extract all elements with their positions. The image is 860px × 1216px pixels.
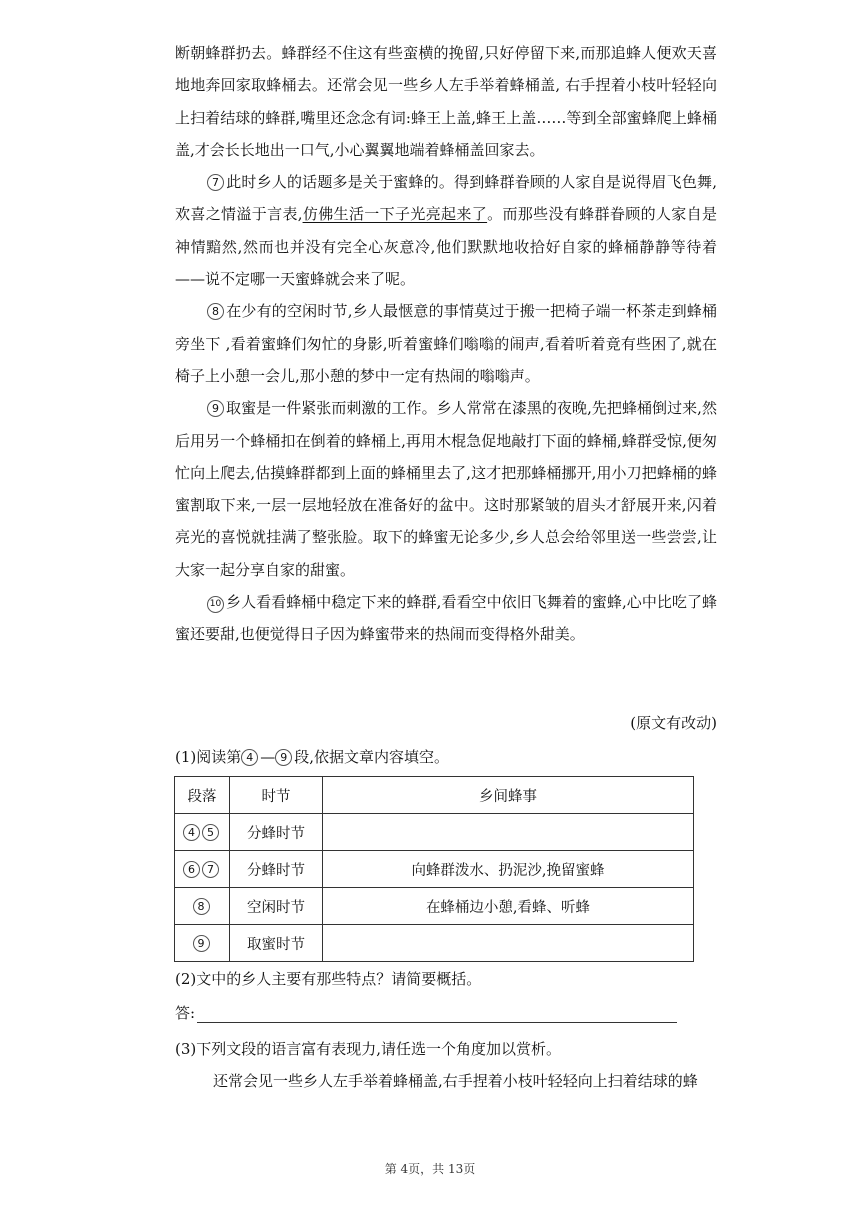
paragraph-number-8: 8 [207,303,224,320]
question-1-dash: — [260,748,276,766]
paragraph-cell [175,851,230,888]
paragraph-badge: 9 [193,935,210,952]
event-cell: 在蜂桶边小憩,看蜂、听蜂 [323,888,694,925]
answer-blank-cell[interactable] [323,814,694,851]
paragraph-badge: 6 [183,861,200,878]
table-header-row [175,777,694,814]
paragraph-10 [175,586,717,651]
underlined-sentence: 仿佛生活一下子光亮起来了 [302,205,488,224]
paragraph-cell [175,925,230,962]
question-1 [175,746,449,767]
paragraph-badge: 7 [202,861,219,878]
season-cell: 取蜜时节 [230,925,323,962]
table-row [175,851,694,888]
event-cell: 向蜂群泼水、扔泥沙,挽留蜜蜂 [323,851,694,888]
question-1-text-a: (1)阅读第 [175,748,242,766]
reading-passage [175,37,717,651]
quoted-excerpt: 还常会见一些乡人左手举着蜂桶盖,右手捏着小枝叶轻轻向上扫着结球的蜂 [213,1072,698,1090]
header-season: 时节 [230,777,323,814]
paragraph-8-text: 在少有的空闲时节,乡人最惬意的事情莫过于搬一把椅子端一杯茶走到蜂桶旁坐下 ,看着蜜蜂们匆忙的身影,听着蜜蜂们嗡嗡的闹声,看着听着竟有些困了,就在椅子上小憩一会儿,那小憩的梦中一定有热闹的嗡嗡声。 [175,302,717,385]
answer-blank-cell[interactable] [323,925,694,962]
question-3: (3)下列文段的语言富有表现力,请任选一个角度加以赏析。 [175,1040,562,1058]
paragraph-cell [175,814,230,851]
paragraph-7-text-b: 。而那些没有蜂群眷顾的人家自是神情黯然,然而也并没有完全心灰意冷,他们默默地收拾好自家的蜂桶静静等待着——说不定哪一天蜜蜂就会来了呢。 [175,205,717,289]
answer-row [175,1002,677,1023]
paragraph-number-7: 7 [207,174,224,191]
paragraph-7 [175,166,717,295]
fill-in-table [174,776,694,962]
season-cell: 分蜂时节 [230,851,323,888]
paragraph-ref-start: 4 [241,749,258,766]
paragraph-number-10: 10 [207,596,224,613]
paragraph-ref-end: 9 [275,749,292,766]
paragraph-7-text-a: 此时乡人的话题多是关于蜜蜂的。得到蜂群眷顾的人家自是说得眉飞色舞,欢喜之情溢于言表, [175,173,717,224]
table-row [175,925,694,962]
paragraph-6-continued: 断朝蜂群扔去。蜂群经不住这有些蛮横的挽留,只好停留下来,而那追蜂人便欢天喜地地奔回家取蜂桶去。还常会见一些乡人左手举着蜂桶盖, 右手捏着小枝叶轻轻向上扫着结球的蜂群,嘴里还念念有词:蜂王上盖,蜂王上盖……等到全部蜜蜂爬上蜂桶盖,才会长长地出一口气,小心翼翼地端着蜂桶盖回家去。 [175,44,717,159]
answer-label: 答: [175,1004,196,1022]
page-footer: 第 4页，共 13页 [384,1162,476,1176]
paragraph-cell [175,888,230,925]
answer-line[interactable] [197,1006,677,1023]
paragraph-badge: 5 [202,824,219,841]
season-cell: 分蜂时节 [230,814,323,851]
paragraph-10-text: 乡人看看蜂桶中稳定下来的蜂群,看看空中依旧飞舞着的蜜蜂,心中比吃了蜂蜜还要甜,也便觉得日子因为蜂蜜带来的热闹而变得格外甜美。 [175,593,717,644]
paragraph-9-text: 取蜜是一件紧张而刺激的工作。乡人常常在漆黑的夜晚,先把蜂桶倒过来,然后用另一个蜂桶扣在倒着的蜂桶上,再用木棍急促地敲打下面的蜂桶,蜂群受惊,便匆忙向上爬去,估摸蜂群都到上面的蜂桶里去了,这才把那蜂桶挪开,用小刀把蜂桶的蜂蜜割取下来,一层一层地轻放在准备好的盆中。这时那紧皱的眉头才舒展开来,闪着亮光的喜悦就挂满了整张脸。取下的蜂蜜无论多少,乡人总会给邻里送一些尝尝,让大家一起分享自家的甜蜜。 [175,399,717,579]
paragraph-9 [175,392,717,586]
paragraph-8 [175,295,717,392]
paragraph-number-9: 9 [207,400,224,417]
table-row [175,888,694,925]
paragraph-badge: 4 [183,824,200,841]
question-1-text-b: 段,依据文章内容填空。 [294,748,450,766]
header-bee-events: 乡间蜂事 [323,777,694,814]
paragraph-badge: 8 [193,898,210,915]
season-cell: 空闲时节 [230,888,323,925]
header-paragraph: 段落 [175,777,230,814]
table-row [175,814,694,851]
question-2: (2)文中的乡人主要有那些特点？请简要概括。 [175,970,482,988]
source-note: (原文有改动) [630,714,717,732]
